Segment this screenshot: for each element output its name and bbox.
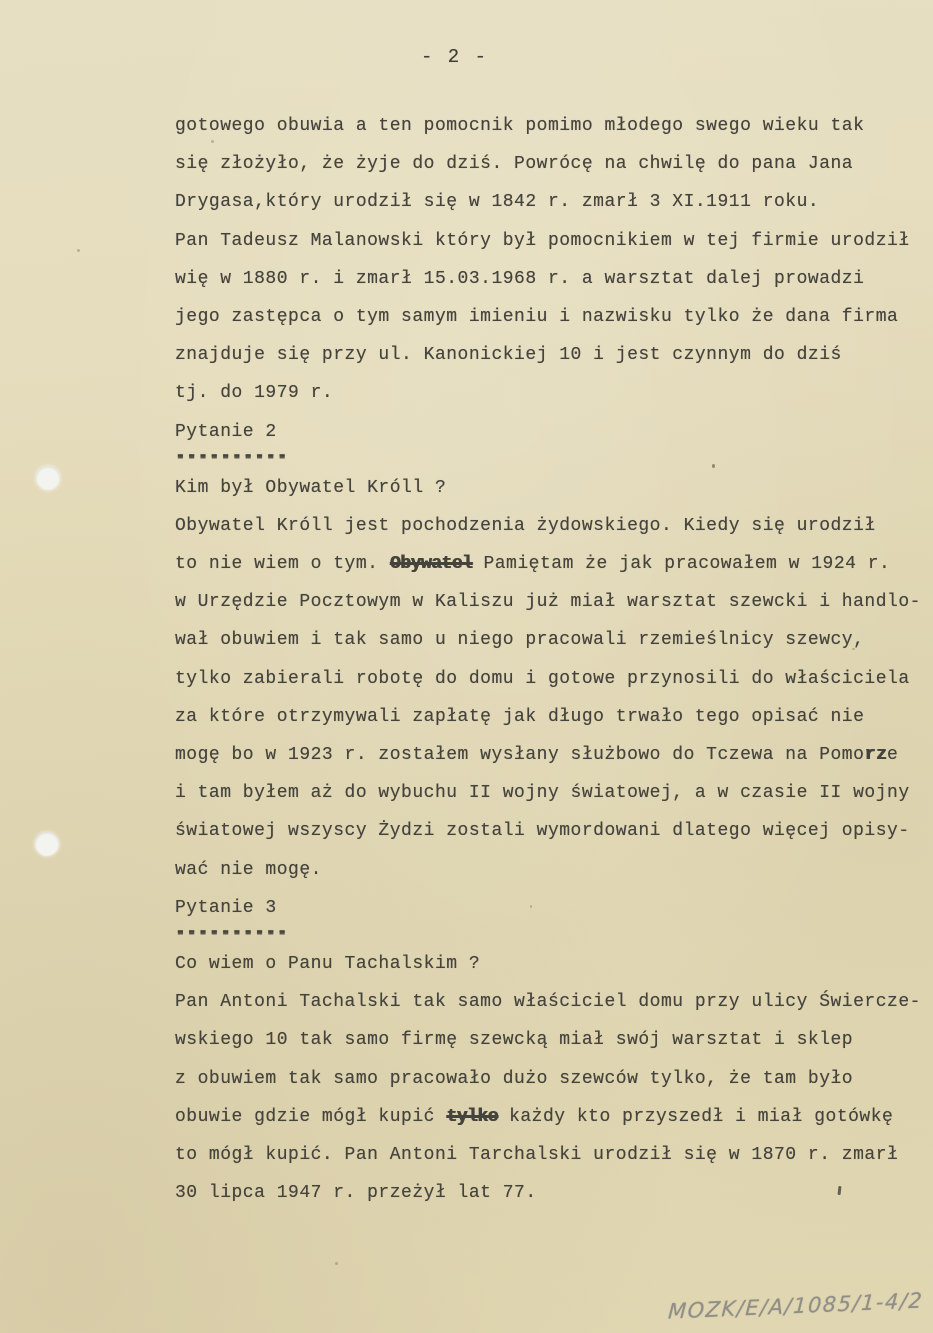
handwritten-archival-signature: MOZK/E/A/1085/1-4/2 [667, 1288, 925, 1324]
text-line: to mógł kupić. Pan Antoni Tarchalski urodził się w 1870 r. zmarł [175, 1144, 899, 1165]
struck-out-word: Obywatel [389, 554, 473, 575]
text-line-with-strikeout [175, 554, 920, 592]
punch-hole-bottom [35, 832, 59, 856]
struck-out-word: tylko [446, 1106, 498, 1127]
text-line: światowej wszyscy Żydzi zostali wymordowani dlatego więcej opisy- [175, 821, 910, 842]
text-line-with-overstrike [175, 745, 920, 783]
overtyped-letters: rz [864, 745, 888, 765]
paper-speck [211, 140, 214, 143]
text-segment: e [887, 745, 899, 765]
text-segment: każdy kto przyszedł i miał gotówkę [497, 1106, 894, 1127]
text-line: gotowego obuwia a ten pomocnik pomimo młodego swego wieku tak [175, 116, 865, 136]
text-segment: Pamiętam że jak pracowałem w 1924 r. [472, 554, 891, 575]
text-line: jego zastępca o tym samym imieniu i nazwisku tylko że dana firma [175, 306, 899, 327]
text-line: Co wiem o Panu Tachalskim ? [175, 953, 481, 974]
text-line: tylko zabierali robotę do domu i gotowe przynosili do właściciela [175, 668, 910, 689]
text-line: Pan Tadeusz Malanowski który był pomocnikiem w tej firmie urodził [175, 230, 910, 251]
text-line: wskiego 10 tak samo firmę szewcką miał swój warsztat i sklep [175, 1030, 854, 1051]
text-line: w Urzędzie Pocztowym w Kaliszu już miał warsztat szewcki i handlo- [175, 592, 921, 613]
text-line: Obywatel Króll jest pochodzenia żydowskiego. Kiedy się urodził [175, 515, 876, 536]
paper-speck [335, 1262, 338, 1265]
paper-speck [530, 905, 532, 908]
text-line: wać nie mogę. [175, 859, 322, 880]
paper-speck [77, 249, 80, 252]
text-line: z obuwiem tak samo pracowało dużo szewców tylko, że tam było [175, 1068, 854, 1089]
text-line: wię w 1880 r. i zmarł 15.03.1968 r. a warsztat dalej prowadzi [175, 268, 865, 289]
text-segment: mogę bo w 1923 r. zostałem wysłany służbowo do Tczewa na Pomo [175, 745, 865, 765]
text-line: Drygasa,który urodził się w 1842 r. zmarł 3 XI.1911 roku. [175, 192, 820, 213]
typewritten-text-block [175, 116, 920, 1221]
paper-speck [712, 464, 715, 468]
text-line: 30 lipca 1947 r. przeżył lat 77. [175, 1183, 537, 1204]
text-line: Kim był Obywatel Króll ? [175, 477, 447, 498]
text-line: wał obuwiem i tak samo u niego pracowali rzemieślnicy szewcy, [175, 630, 865, 651]
text-line: tj. do 1979 r. [175, 383, 334, 404]
text-line: i tam byłem aż do wybuchu II wojny światowej, a w czasie II wojny [175, 783, 910, 804]
paper-speck [852, 648, 855, 650]
punch-hole-top [36, 466, 60, 490]
text-line: Pan Antoni Tachalski tak samo właściciel domu przy ulicy Świercze- [175, 992, 921, 1013]
text-segment: to nie wiem o tym. [175, 554, 390, 575]
text-line: znajduje się przy ul. Kanonickiej 10 i jest czynnym do dziś [175, 345, 842, 366]
section-heading-pytanie-3: Pytanie 3 [175, 897, 277, 918]
text-line: się złożyło, że żyje do dziś. Powrócę na chwilę do pana Jana [175, 154, 854, 175]
section-heading-pytanie-2: Pytanie 2 [175, 421, 277, 442]
page-number: - 2 - [420, 46, 488, 68]
heading-underline: ---------- [175, 445, 289, 466]
heading-underline: ---------- [175, 921, 289, 942]
text-segment: obuwie gdzie mógł kupić [175, 1106, 447, 1127]
text-line-with-strikeout [175, 1107, 920, 1145]
text-line: za które otrzymywali zapłatę jak długo trwało tego opisać nie [175, 706, 865, 727]
